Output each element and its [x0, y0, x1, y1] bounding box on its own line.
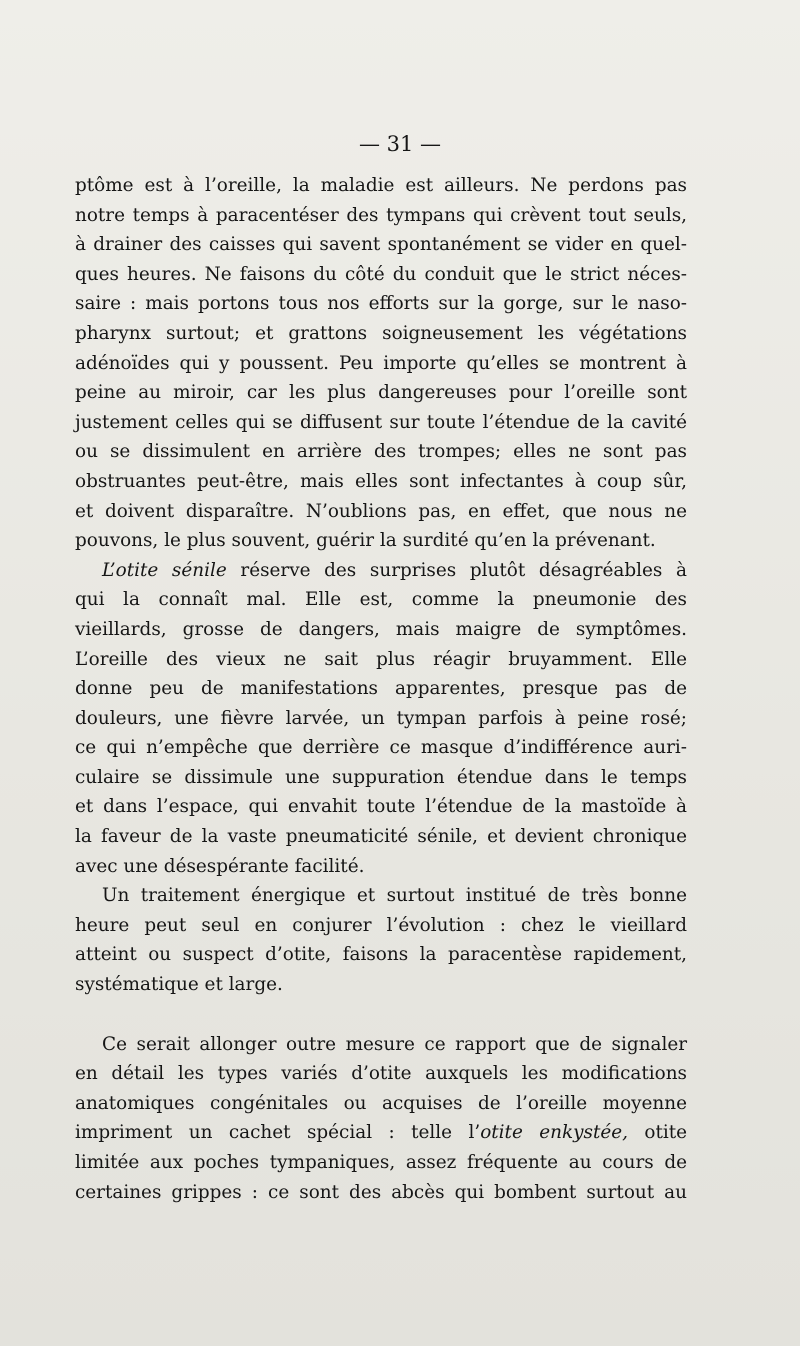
text-line: et doivent disparaître. N’oublions pas, en effet, que nous ne: [75, 500, 687, 522]
text-line: limitée aux poches tympaniques, assez fréquente au cours de: [75, 1152, 687, 1173]
text-line: systématique et large.: [75, 974, 283, 996]
text-line-start: impriment un cachet spécial : telle l’: [75, 1122, 481, 1144]
paragraph-3: [75, 881, 687, 999]
body-text: [75, 171, 687, 1207]
text-line: justement celles qui se diffusent sur toute l’étendue de la cavité: [75, 411, 687, 433]
text-line: adénoïdes qui y poussent. Peu importe qu’elles se montrent à: [75, 352, 687, 374]
text-line: Ce serait allonger outre mesure ce rapport que de signaler: [102, 1033, 687, 1055]
text-line: atteint ou suspect d’otite, faisons la paracentèse rapidement,: [75, 944, 687, 966]
text-line: et dans l’espace, qui envahit toute l’étendue de la mastoïde à: [75, 796, 687, 818]
italic-term: L’otite sénile: [102, 559, 227, 581]
text-line: certaines grippes : ce sont des abcès qui bombent surtout au: [75, 1181, 687, 1203]
text-line: [75, 1118, 687, 1148]
paragraph-1: [75, 171, 687, 556]
text-line: Un traitement énergique et surtout institué de très bonne: [102, 885, 687, 907]
text-line-end: otite: [627, 1122, 687, 1144]
text-line: qui la connaît mal. Elle est, comme la pneumonie des: [75, 589, 687, 611]
text-line: ou se dissimulent en arrière des trompes; elles ne sont pas: [75, 441, 687, 463]
text-line: pharynx surtout; et grattons soigneusement les végétations: [75, 322, 687, 344]
text-line: ques heures. Ne faisons du côté du conduit que le strict néces-: [75, 263, 687, 285]
paragraph-2: [75, 556, 687, 882]
page-number: — 31 —: [358, 132, 442, 156]
text-line: obstruantes peut-être, mais elles sont infectantes à coup sûr,: [75, 470, 687, 492]
text-line: ptôme est à l’oreille, la maladie est ailleurs. Ne perdons pas: [75, 175, 687, 196]
text-line-rest: réserve des surprises plutôt désagréables à: [240, 559, 687, 581]
text-line: avec une désespérante facilité.: [75, 855, 365, 877]
text-line: [75, 556, 687, 586]
text-line: la faveur de la vaste pneumaticité sénile, et devient chronique: [75, 826, 687, 848]
text-line: douleurs, une fièvre larvée, un tympan parfois à peine rosé;: [75, 707, 687, 729]
text-line: pouvons, le plus souvent, guérir la surdité qu’en la prévenant.: [75, 530, 656, 552]
text-line: anatomiques congénitales ou acquises de l’oreille moyenne: [75, 1092, 687, 1114]
text-line: ce qui n’empêche que derrière ce masque d’indifférence auri-: [75, 737, 687, 759]
text-line: heure peut seul en conjurer l’évolution : chez le vieillard: [75, 914, 687, 936]
text-line: à drainer des caisses qui savent spontanément se vider en quel-: [75, 234, 687, 256]
text-line: vieillards, grosse de dangers, mais maigre de symptômes.: [75, 618, 687, 640]
text-line: saire : mais portons tous nos efforts sur la gorge, sur le naso-: [75, 293, 687, 315]
paragraph-4: [75, 1030, 687, 1208]
text-line: peine au miroir, car les plus dangereuses pour l’oreille sont: [75, 382, 687, 404]
text-line: en détail les types variés d’otite auxquels les modifications: [75, 1063, 687, 1085]
text-line: notre temps à paracentéser des tympans qui crèvent tout seuls,: [75, 204, 687, 226]
italic-term: otite enkystée,: [480, 1122, 628, 1144]
text-line: culaire se dissimule une suppuration étendue dans le temps: [75, 766, 687, 788]
text-line: donne peu de manifestations apparentes, presque pas de: [75, 678, 687, 700]
text-line: L’oreille des vieux ne sait plus réagir bruyamment. Elle: [75, 648, 687, 670]
